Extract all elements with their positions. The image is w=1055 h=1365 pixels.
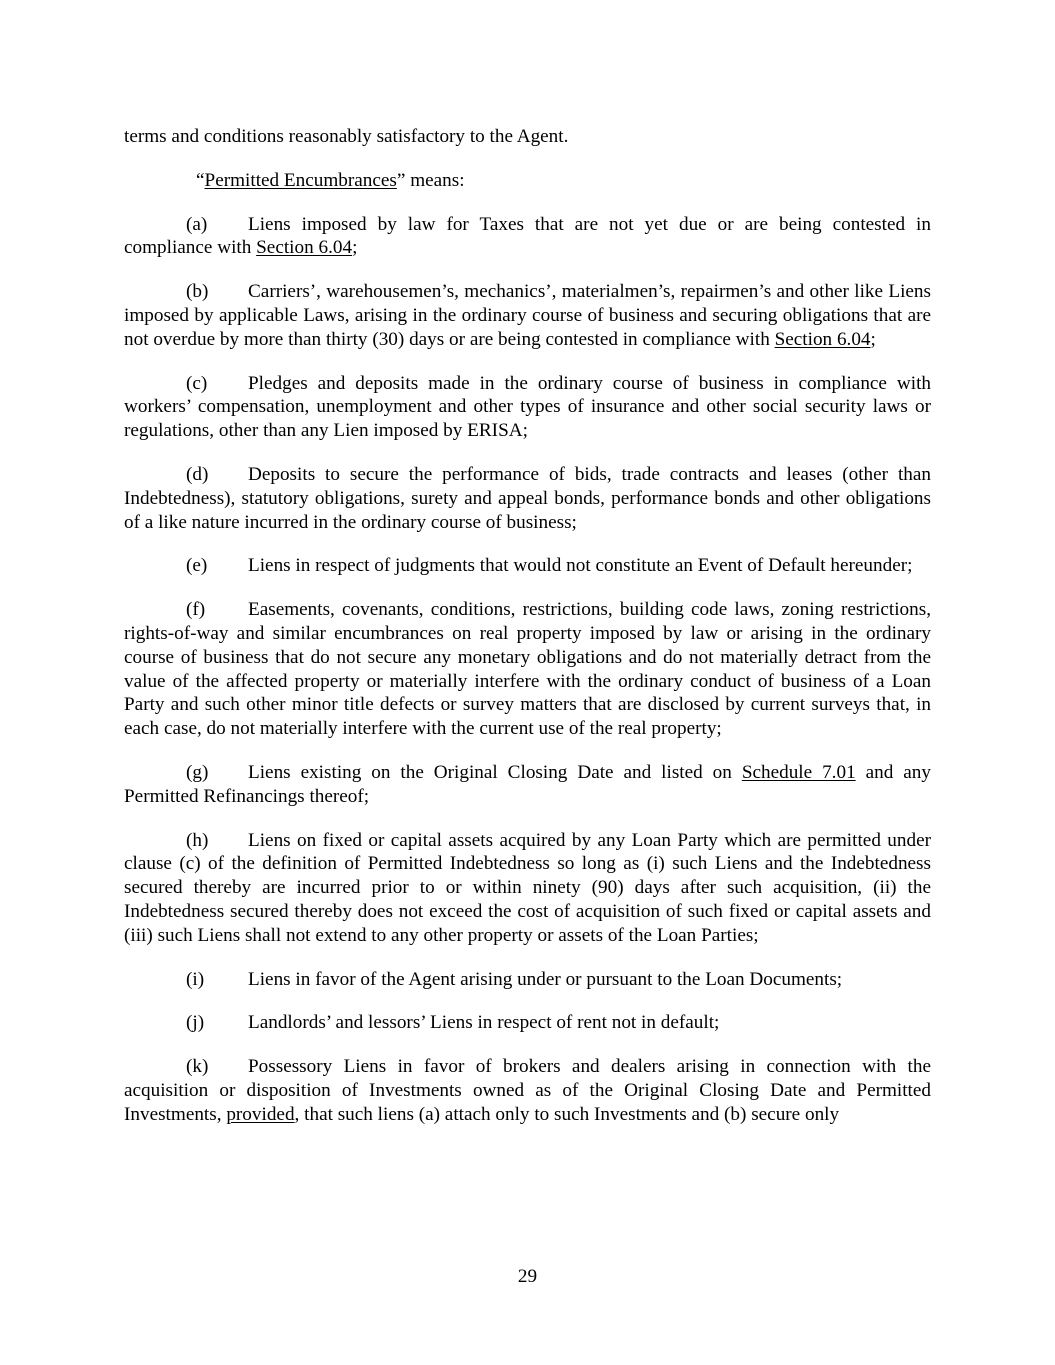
- clause-label: (g): [186, 761, 209, 783]
- clause-a: [124, 213, 931, 261]
- clause-text: Liens in respect of judgments that would not constitute an Event of Default hereunder;: [248, 555, 913, 577]
- clause-label: (i): [186, 968, 205, 990]
- clause-text: Easements, covenants, conditions, restrictions, building code laws, zoning restrictions, rights-of-way and similar encumbrances on real property imposed by law or arising in the ordinary course of business that do not secure any monetary obligations and do not materially detract from the value of the affected property or materially interfere with the ordinary conduct of business of a Loan Party and such other minor title defects or survey matters that are disclosed by current surveys that, in each case, do not materially interfere with the current use of the real property;: [124, 599, 931, 740]
- clause-text-end: and any Permitted Refinancings thereof;: [124, 761, 931, 807]
- clause-label: (a): [186, 213, 208, 235]
- clause-text-end: ;: [870, 328, 876, 350]
- schedule-reference: Schedule 7.01: [741, 761, 856, 783]
- clause-text: Pledges and deposits made in the ordinary course of business in compliance with workers’ compensation, unemployment and other types of insurance and other social security laws or regulations, other than any Lien imposed by ERISA;: [124, 372, 931, 442]
- clause-c: [124, 372, 931, 443]
- clause-text: Carriers’, warehousemen’s, mechanics’, materialmen’s, repairmen’s and other like Liens imposed by applicable Laws, arising in the ordinary course of business and securing obligations that are not overdue by more than thirty (30) days or are being contested in compliance with: [124, 281, 931, 350]
- clause-label: (f): [186, 599, 206, 621]
- clause-text: Possessory Liens in favor of brokers and dealers arising in connection with the acquisition or disposition of Investments owned as of the Original Closing Date and Permitted Investments,: [124, 1056, 931, 1125]
- section-reference: Section 6.04: [774, 328, 871, 350]
- definition-means: ” means:: [396, 169, 465, 191]
- clause-label: (b): [186, 281, 209, 303]
- clause-text: Landlords’ and lessors’ Liens in respect of rent not in default;: [248, 1012, 720, 1034]
- definition-term: Permitted Encumbrances: [204, 169, 397, 191]
- clause-k: [124, 1055, 931, 1126]
- clause-text: Liens imposed by law for Taxes that are not yet due or are being contested in compliance with: [124, 213, 931, 259]
- clause-text-end: ;: [352, 237, 358, 259]
- clause-label: (d): [186, 463, 209, 485]
- clause-j: [124, 1011, 931, 1035]
- clause-text: Liens on fixed or capital assets acquired by any Loan Party which are permitted under clause (c) of the definition of Permitted Indebtedness so long as (i) such Liens and the Indebtedness secured thereby are incurred prior to or within ninety (90) days after such acquisition, (ii) the Indebtedness secured thereby does not exceed the cost of acquisition of such fixed or capital assets and (iii) such Liens shall not extend to any other property or assets of the Loan Parties;: [124, 829, 931, 946]
- clause-text: Liens in favor of the Agent arising under or pursuant to the Loan Documents;: [248, 968, 843, 990]
- clause-text-end: , that such liens (a) attach only to such Investments and (b) secure only: [294, 1103, 840, 1125]
- clause-label: (h): [186, 829, 209, 851]
- clause-text: Liens existing on the Original Closing Date and listed on: [248, 761, 742, 783]
- clause-h: [124, 829, 931, 948]
- page-body: [124, 125, 931, 1127]
- definition-open-quote: “: [196, 169, 205, 191]
- carryover-paragraph: [124, 125, 931, 149]
- clause-label: (c): [186, 372, 208, 394]
- clause-label: (e): [186, 555, 208, 577]
- definition-heading: [124, 169, 931, 193]
- clause-text: Deposits to secure the performance of bids, trade contracts and leases (other than Indebtedness), statutory obligations, surety and appeal bonds, performance bonds and other obligations of a like nature incurred in the ordinary course of business;: [124, 463, 931, 533]
- clause-label: (j): [186, 1012, 205, 1034]
- clause-f: [124, 598, 931, 741]
- clause-d: [124, 463, 931, 534]
- clause-b: [124, 280, 931, 351]
- page-number: 29: [517, 1266, 538, 1287]
- clause-label: (k): [186, 1056, 209, 1078]
- section-reference: Section 6.04: [256, 237, 353, 259]
- carryover-text: terms and conditions reasonably satisfactory to the Agent.: [124, 126, 569, 147]
- clause-e: [124, 554, 931, 578]
- clause-i: [124, 968, 931, 992]
- clause-g: [124, 761, 931, 809]
- provided-term: provided: [226, 1103, 295, 1125]
